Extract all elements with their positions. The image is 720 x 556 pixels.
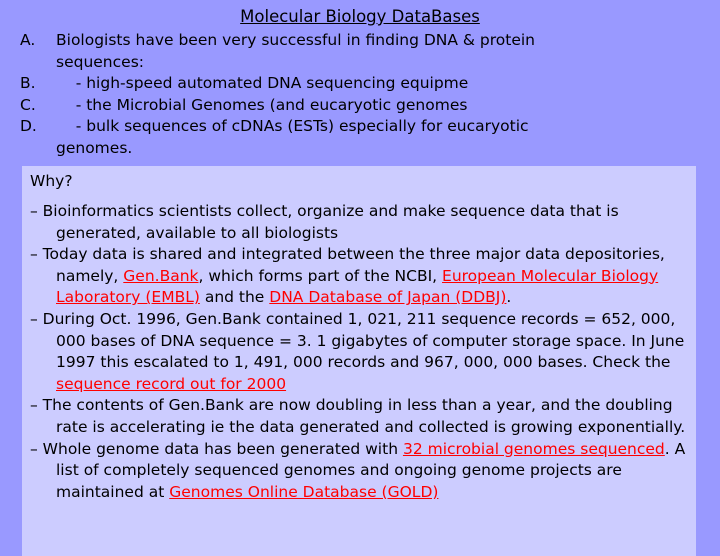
list-text: sequences:: [56, 52, 144, 71]
why-heading: Why?: [30, 172, 73, 190]
list-text: - the Microbial Genomes (and eucaryotic genomes: [56, 95, 468, 114]
list-item: [20, 52, 700, 74]
list-text: - bulk sequences of cDNAs (ESTs) especially for eucaryotic: [56, 117, 529, 135]
list-item: [20, 138, 700, 160]
bullet-text: – Today data is shared and integrated between the three major data depositories, namely,: [30, 245, 665, 285]
bullet-text: and the: [199, 288, 270, 307]
bullet-text: , which forms part of the NCBI,: [198, 266, 443, 285]
list-marker: B.: [20, 74, 36, 92]
bullet-text: – Whole genome data has been generated with: [30, 439, 403, 458]
slide-title: Molecular Biology DataBases: [240, 7, 480, 26]
bullet-item: [30, 244, 700, 309]
list-marker: D.: [20, 117, 37, 135]
bullet-item: [30, 201, 700, 244]
list-text: genomes.: [56, 138, 133, 157]
list-marker: C.: [20, 95, 36, 114]
list-item: [20, 30, 700, 52]
list-item: [20, 95, 700, 117]
intro-list: [20, 30, 700, 159]
list-item: [20, 116, 700, 138]
embl-link[interactable]: European Molecular Biology Laboratory (EMBL): [56, 266, 659, 307]
list-marker: [20, 52, 56, 74]
bullet-list: [30, 201, 700, 503]
bullet-item: [30, 309, 700, 395]
genbank-link[interactable]: Gen.Bank: [123, 266, 199, 285]
list-marker: A.: [20, 31, 36, 49]
bullet-text: – Bioinformatics scientists collect, organize and make sequence data that is generated, available to all biologists: [30, 202, 619, 242]
bullet-text: – During Oct. 1996, Gen.Bank contained 1, 021, 211 sequence records = 652, 000, 000 bases of DNA sequence = 3. 1 gigabytes of computer storage space. In June 1997 this escalated to 1, 491, 000 records and 967, 000, 000 bases. Check the: [30, 309, 685, 372]
microbial-genomes-link[interactable]: 32 microbial genomes sequenced: [402, 439, 665, 458]
gold-link[interactable]: Genomes Online Database (GOLD): [169, 482, 439, 501]
list-marker: [20, 138, 56, 160]
ddbj-link[interactable]: DNA Database of Japan (DDBJ): [269, 288, 507, 307]
bullet-item: [30, 395, 700, 438]
bullet-text: . A list of completely sequenced genomes and ongoing genome projects are maintained at: [56, 439, 686, 501]
bullet-text: .: [506, 288, 512, 307]
list-text: Biologists have been very successful in finding DNA & protein: [56, 31, 536, 49]
list-item: [20, 73, 700, 95]
bullet-item: [30, 439, 700, 504]
list-text: - high-speed automated DNA sequencing equipme: [56, 74, 469, 92]
sequence-record-link[interactable]: sequence record out for 2000: [56, 374, 287, 393]
bullet-text: – The contents of Gen.Bank are now doubling in less than a year, and the doubling rate is accelerating ie the data generated and collected is growing exponentially.: [30, 396, 686, 436]
